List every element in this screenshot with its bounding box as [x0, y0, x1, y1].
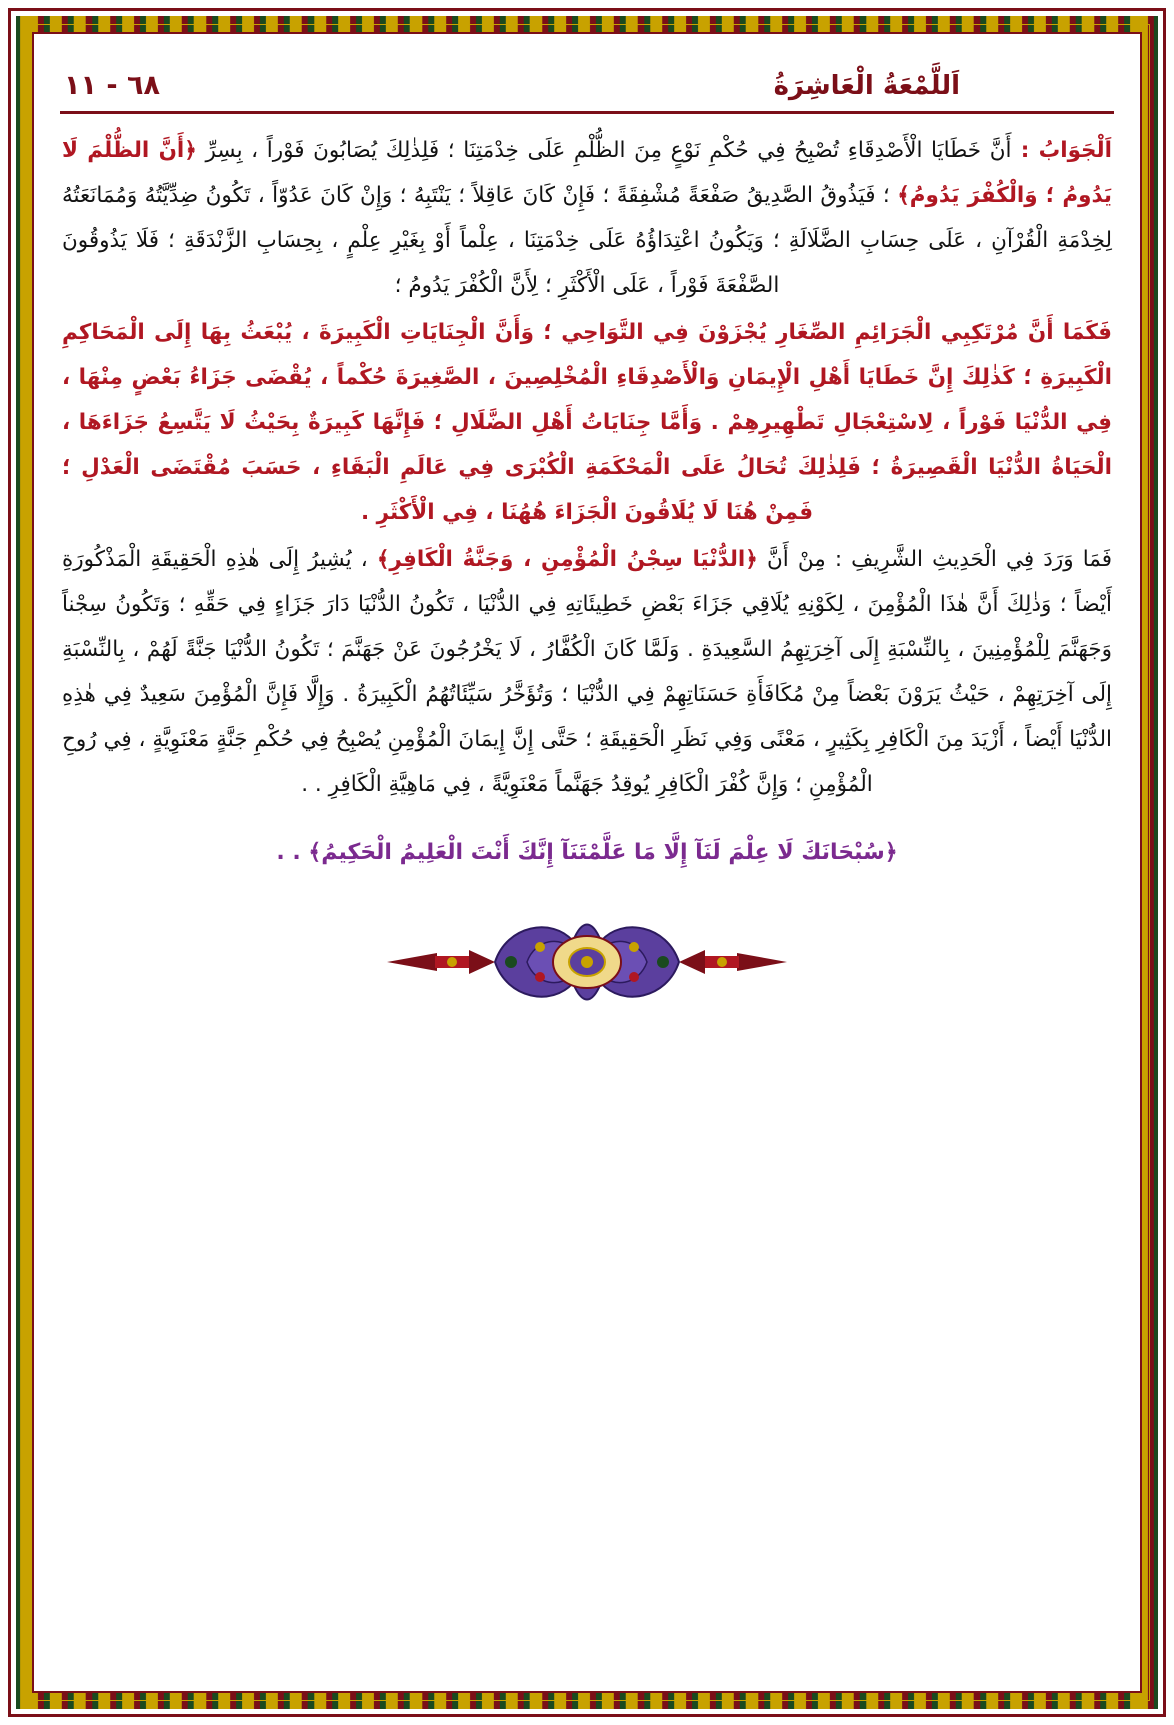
- floral-ornament-icon: [62, 907, 1112, 1017]
- paragraph-2: فَكَمَا أَنَّ مُرْتَكِبِي الْجَرَائِمِ الصِّغَارِ يُجْزَوْنَ فِي التَّوَاحِي ؛ وَأَنَّ الْجِنَايَاتِ الْكَبِيرَةَ ، يُبْعَثُ بِهَا إِلَى الْمَحَاكِمِ الْكَبِيرَةِ ؛ كَذٰلِكَ إِنَّ خَطَايَا أَهْلِ الْإِيمَانِ وَالْأَصْدِقَاءِ الْمُخْلِصِينَ ، الصَّغِيرَةَ حُكْماً ، يُقْضَى جَزَاءُ بَعْضٍ مِنْهَا ، فِي الدُّنْيَا فَوْراً ، لِاسْتِعْجَالِ تَطْهِيرِهِمْ . وَأَمَّا جِنَايَاتُ أَهْلِ الضَّلَالِ ؛ فَإِنَّهَا كَبِيرَةٌ بِحَيْثُ لَا يَتَّسِعُ جَزَاءَهَا ، الْحَيَاةُ الدُّنْيَا الْقَصِيرَةُ ؛ فَلِذٰلِكَ تُحَالُ عَلَى الْمَحْكَمَةِ الْكُبْرَى فِي عَالَمِ الْبَقَاءِ ، حَسَبَ مُقْتَضَى الْعَدْلِ ؛ فَمِنْ هُنَا لَا يُلَاقُونَ الْجَزَاءَ هُهُنَا ، فِي الْأَكْثَرِ .: [62, 320, 1112, 525]
- quoted-maxim-1: ﴿أَنَّ الظُّلْمَ لَا يَدُومُ ؛ وَالْكُفْرَ يَدُومُ﴾: [62, 138, 1112, 208]
- page-content: [46, 50, 1128, 1679]
- paragraph-1-part-2: ؛ فَيَذُوقُ الصَّدِيقُ صَفْعَةً مُشْفِقَةً ؛ فَإِنْ كَانَ عَاقِلاً ؛ يَنْتَبِهُ ؛ وَإِنْ كَانَ عَدُوّاً ، تَكُونُ ضِدِّيَّتُهُ وَمُمَانَعَتُهُ لِخِدْمَةِ الْقُرْآنِ ، عَلَى حِسَابِ الضَّلَالَةِ ؛ وَيَكُونُ اعْتِدَاؤُهُ عَلَى خِدْمَتِنَا ، عِلْماً أَوْ بِغَيْرِ عِلْمٍ ، بِحِسَابِ الزَّنْدَقَةِ ؛ فَلَا يَذُوقُونَ الصَّفْعَةَ فَوْراً ، عَلَى الْأَكْثَرِ ؛ لِأَنَّ الْكُفْرَ يَدُومُ ؛: [62, 183, 1112, 298]
- paragraph-3: [62, 537, 1112, 807]
- page-header: [46, 50, 1128, 101]
- page-number: ٦٨ - ١١: [64, 70, 160, 101]
- paragraph-3-part-2: ، يُشِيرُ إِلَى هٰذِهِ الْحَقِيقَةِ الْمَذْكُورَةِ أَيْضاً ؛ وَذٰلِكَ أَنَّ هٰذَا الْمُؤْمِنَ ، لِكَوْنِهِ يُلَاقِي جَزَاءَ بَعْضِ خَطِيئَاتِهِ فِي الدُّنْيَا ، تَكُونُ الدُّنْيَا دَارَ جَزَاءٍ فِي حَقِّهِ ؛ وَتَكُونُ سِجْناً وَجَهَنَّمَ لِلْمُؤْمِنِينَ ، بِالنِّسْبَةِ إِلَى آخِرَتِهِمُ السَّعِيدَةِ . وَلَمَّا كَانَ الْكُفَّارُ ، لَا يَخْرُجُونَ عَنْ جَهَنَّمَ ؛ تَكُونُ الدُّنْيَا جَنَّةً لَهُمْ ، بِالنِّسْبَةِ إِلَى آخِرَتِهِمْ ، حَيْثُ يَرَوْنَ بَعْضاً مِنْ مُكَافَأَةِ حَسَنَاتِهِمْ فِي الدُّنْيَا ؛ وَتُؤَخَّرُ سَيِّئَاتُهُمُ الْكَبِيرَةُ . وَإِلَّا فَإِنَّ الْمُؤْمِنَ سَعِيدٌ فِي هٰذِهِ الدُّنْيَا أَيْضاً ، أَزْيَدَ مِنَ الْكَافِرِ بِكَثِيرٍ ، مَعْنًى وَفِي نَظَرِ الْحَقِيقَةِ ؛ حَتَّى إِنَّ إِيمَانَ الْمُؤْمِنِ يُصْبِحُ فِي حُكْمِ جَنَّةٍ مَعْنَوِيَّةٍ ، فِي رُوحِ الْمُؤْمِنِ ؛ وَإِنَّ كُفْرَ الْكَافِرِ يُوقِدُ جَهَنَّماً مَعْنَوِيَّةً ، فِي مَاهِيَّةِ الْكَافِرِ . .: [62, 547, 1112, 797]
- paragraph-1: [62, 128, 1112, 308]
- paragraph-3-part-1: فَمَا وَرَدَ فِي الْحَدِيثِ الشَّرِيفِ : مِنْ أَنَّ: [757, 547, 1112, 572]
- answer-label: اَلْجَوَابُ :: [1011, 138, 1112, 163]
- body-text: [46, 114, 1128, 1017]
- page-title: اَللَّمْعَةُ الْعَاشِرَةُ: [773, 71, 960, 101]
- closing-dua: ﴿سُبْحَانَكَ لَا عِلْمَ لَنَآ إِلَّا مَا عَلَّمْتَنَآ إِنَّكَ أَنْتَ الْعَلِيمُ الْحَكِيمُ﴾ . .: [276, 840, 898, 865]
- hadith-quote: ﴿الدُّنْيَا سِجْنُ الْمُؤْمِنِ ، وَجَنَّةُ الْكَافِرِ﴾: [376, 547, 758, 572]
- paragraph-1-part-1: أَنَّ خَطَايَا الْأَصْدِقَاءِ تُصْبِحُ فِي حُكْمِ نَوْعٍ مِنَ الظُّلْمِ عَلَى خِدْمَتِنَا ؛ فَلِذٰلِكَ يُصَابُونَ فَوْراً ، بِسِرِّ: [196, 138, 1012, 163]
